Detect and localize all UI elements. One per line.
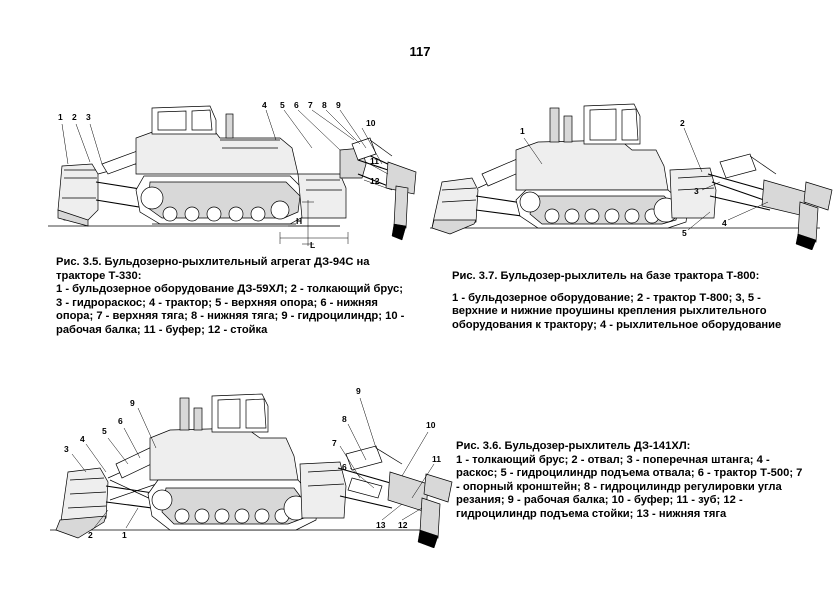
svg-text:11: 11 <box>370 156 379 166</box>
figure-3-7-illustration <box>420 70 840 250</box>
svg-text:9: 9 <box>130 398 135 408</box>
svg-text:7: 7 <box>332 438 337 448</box>
svg-text:5: 5 <box>682 228 687 238</box>
svg-text:3: 3 <box>64 444 69 454</box>
svg-text:2: 2 <box>680 118 685 128</box>
svg-text:1: 1 <box>122 530 127 540</box>
svg-text:12: 12 <box>398 520 408 530</box>
caption-3-6-body: 1 - толкающий брус; 2 - отвал; 3 - поперечная штанга; 4 - раскос; 5 - гидроцилиндр подъема отвала; 6 - трактор Т-500; 7 - опорный кронштейн; 8 - гидроцилиндр регулировки угла резания; 9 - рабочая балка; 10 - буфер; 11 - зуб; 12 - гидроцилиндр подъема стойки; 13 - нижняя тяга <box>456 453 803 520</box>
svg-text:5: 5 <box>102 426 107 436</box>
caption-figure-3-5 <box>56 256 408 338</box>
svg-text:9: 9 <box>356 386 361 396</box>
svg-text:10: 10 <box>426 420 436 430</box>
svg-text:13: 13 <box>376 520 386 530</box>
svg-text:4: 4 <box>80 434 85 444</box>
svg-text:6: 6 <box>342 462 347 472</box>
svg-text:1: 1 <box>58 112 63 122</box>
svg-text:L: L <box>310 240 316 248</box>
svg-text:3: 3 <box>694 186 699 196</box>
svg-text:6: 6 <box>294 100 299 110</box>
caption-3-7-title: Рис. 3.7. Бульдозер-рыхлитель на базе трактора Т-800: <box>452 270 760 282</box>
svg-text:9: 9 <box>336 100 341 110</box>
page-number: 117 <box>409 44 431 59</box>
svg-text:2: 2 <box>72 112 77 122</box>
caption-3-5-title: Рис. 3.5. Бульдозерно-рыхлительный агрегат ДЗ-94С на тракторе Т-330: <box>56 256 370 282</box>
caption-3-6-title: Рис. 3.6. Бульдозер-рыхлитель ДЗ-141ХЛ: <box>456 440 691 452</box>
svg-text:H: H <box>296 216 303 226</box>
figure-3-5-illustration <box>40 78 420 248</box>
svg-text:3: 3 <box>86 112 91 122</box>
figure-3-6-illustration <box>30 368 460 548</box>
svg-text:4: 4 <box>262 100 267 110</box>
caption-3-7-body: 1 - бульдозерное оборудование; 2 - трактор Т-800; 3, 5 - верхние и нижние проушины крепления рыхлительного оборудования к трактору; 4 - рыхлительное оборудование <box>452 291 782 331</box>
svg-text:12: 12 <box>370 176 380 186</box>
svg-text:8: 8 <box>322 100 327 110</box>
svg-text:6: 6 <box>118 416 123 426</box>
svg-text:2: 2 <box>88 530 93 540</box>
caption-figure-3-7 <box>452 270 802 332</box>
svg-text:7: 7 <box>308 100 313 110</box>
caption-figure-3-6 <box>456 440 806 522</box>
svg-text:5: 5 <box>280 100 285 110</box>
svg-text:10: 10 <box>366 118 376 128</box>
svg-text:1: 1 <box>520 126 525 136</box>
svg-text:8: 8 <box>342 414 347 424</box>
svg-text:4: 4 <box>722 218 727 228</box>
svg-text:11: 11 <box>432 454 441 464</box>
caption-3-5-body: 1 - бульдозерное оборудование ДЗ-59ХЛ; 2 - толкающий брус; 3 - гидрораскос; 4 - трактор; 5 - верхняя опора; 6 - нижняя опора; 7 - верхняя тяга; 8 - нижняя тяга; 9 - гидроцилиндр; 10 - рабочая балка; 11 - буфер; 12 - стойка <box>56 283 405 336</box>
